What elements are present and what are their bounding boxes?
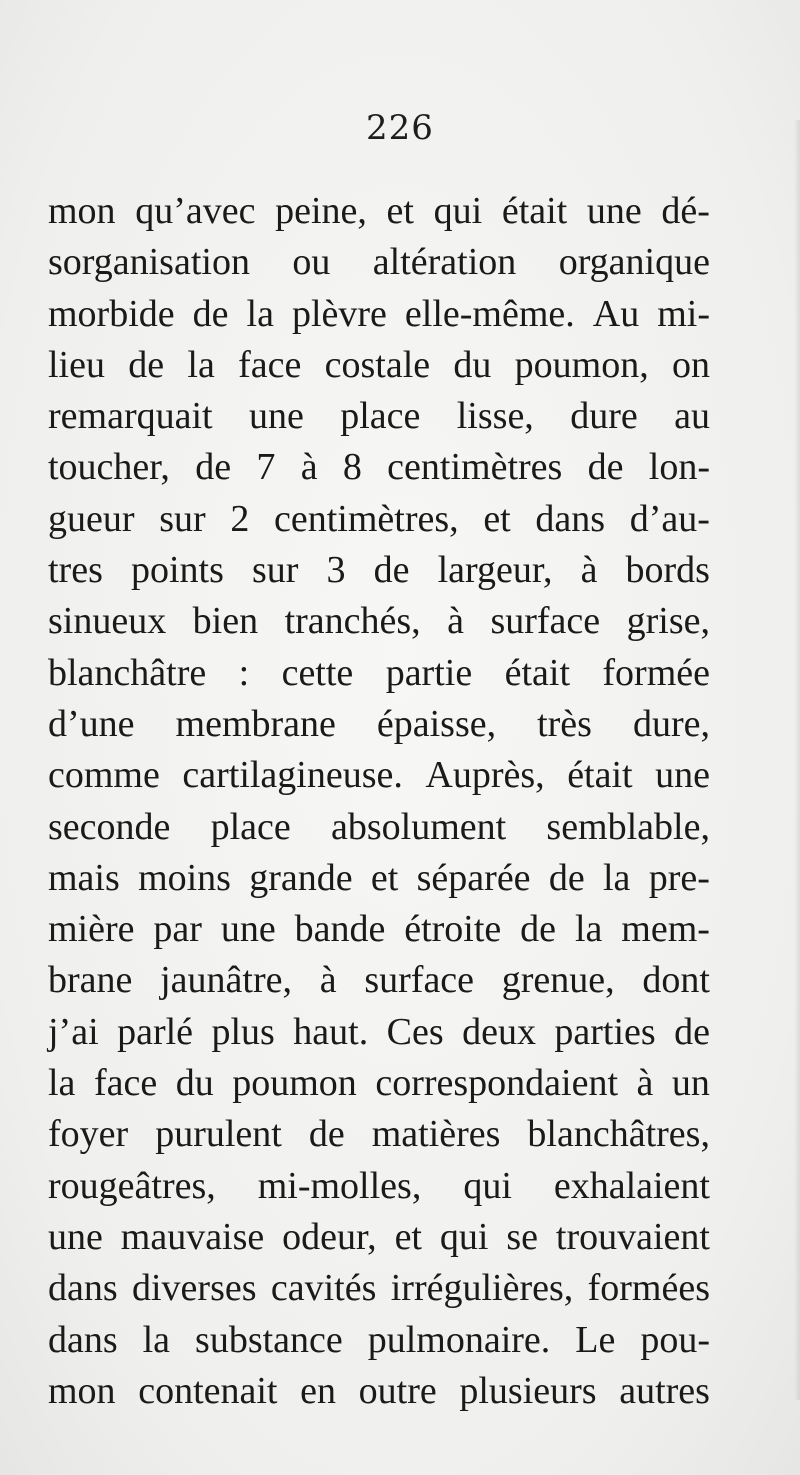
word: centimètres, <box>274 497 459 540</box>
word: par <box>153 908 202 951</box>
word: exhalaient <box>553 1164 710 1207</box>
word: cavités <box>270 1267 377 1310</box>
word: semblable, <box>546 805 710 848</box>
body-text <box>48 186 710 1417</box>
word: face <box>93 1062 158 1105</box>
word: une <box>248 395 304 438</box>
word: dé- <box>661 190 710 232</box>
word: pre- <box>648 856 710 899</box>
word: mais <box>48 856 120 899</box>
word: la <box>574 908 603 951</box>
text-line <box>48 648 710 699</box>
word: foyer <box>48 1113 129 1156</box>
word: une <box>48 1215 103 1258</box>
word: elle-même. <box>404 292 575 335</box>
word: formées <box>587 1267 710 1310</box>
word: jaunâtre, <box>160 959 292 1002</box>
word: très <box>537 702 592 745</box>
text-line <box>48 955 710 1006</box>
word: à <box>636 1062 654 1105</box>
word: étroite <box>404 908 502 951</box>
text-line <box>48 391 710 442</box>
word: d’au- <box>629 497 710 540</box>
word: mière <box>48 908 135 951</box>
word: une <box>586 190 642 232</box>
word: surface <box>490 600 601 643</box>
word: bords <box>625 549 710 592</box>
text-line <box>48 750 710 801</box>
word: de <box>192 292 229 335</box>
word: centimètres <box>387 446 563 489</box>
word: contenait <box>138 1369 278 1412</box>
word: séparée <box>416 856 531 899</box>
word: à <box>580 549 598 592</box>
word: bien <box>192 600 259 643</box>
word: dans <box>48 1267 118 1310</box>
word: face <box>238 343 302 386</box>
word: morbide <box>48 292 175 335</box>
word: 8 <box>342 446 362 489</box>
word: mem- <box>621 908 710 951</box>
word: membrane <box>175 702 336 745</box>
word: gueur <box>48 497 135 540</box>
word: deux <box>462 1010 536 1053</box>
word: organique <box>558 241 710 284</box>
word: était <box>501 190 568 232</box>
word: et <box>386 190 414 232</box>
text-line <box>48 237 710 288</box>
word: partie <box>385 651 473 694</box>
text-line <box>48 186 710 237</box>
word: pulmonaire. <box>367 1318 551 1361</box>
word: outre <box>358 1369 437 1412</box>
word: la <box>48 1062 76 1105</box>
text-line <box>48 1161 710 1212</box>
word: de <box>128 343 165 386</box>
word: place <box>210 805 291 848</box>
word: de <box>195 446 232 489</box>
word: un <box>671 1062 710 1105</box>
word: du <box>175 1062 214 1105</box>
word: brane <box>48 959 133 1002</box>
word: de <box>373 549 410 592</box>
word: purulent <box>155 1113 282 1156</box>
word: cartilagineuse. <box>182 754 403 797</box>
word: pou- <box>640 1318 710 1361</box>
text-line <box>48 442 710 493</box>
word: au <box>674 395 710 438</box>
word: tranchés, <box>284 600 421 643</box>
text-line <box>48 1007 710 1058</box>
word: Ces <box>386 1010 444 1053</box>
word: absolument <box>330 805 507 848</box>
text-line <box>48 1366 710 1417</box>
word: grenue, <box>501 959 615 1002</box>
text-line <box>48 596 710 647</box>
word: de <box>520 908 557 951</box>
word: largeur, <box>437 549 553 592</box>
word: épaisse, <box>376 702 497 745</box>
text-line <box>48 1315 710 1366</box>
word: à <box>319 959 337 1002</box>
word: on <box>672 343 710 386</box>
word: bande <box>294 908 386 951</box>
word: poumon, <box>514 343 649 386</box>
word: se <box>506 1215 538 1258</box>
page-number: 226 <box>366 108 434 148</box>
text-line <box>48 802 710 853</box>
word: poumon <box>232 1062 357 1105</box>
word: j’ai <box>48 1010 99 1053</box>
word: était <box>504 651 570 694</box>
word: trouvaient <box>555 1215 710 1258</box>
text-line <box>48 289 710 340</box>
word: autres <box>619 1369 710 1412</box>
word: dure, <box>632 702 710 745</box>
word: dans <box>535 497 606 540</box>
word: diverses <box>132 1267 257 1310</box>
word: mi- <box>657 292 710 335</box>
word: du <box>453 343 492 386</box>
word: la <box>603 856 631 899</box>
word: plus <box>211 1010 275 1053</box>
word: seconde <box>48 805 171 848</box>
word: dont <box>642 959 710 1002</box>
word: et <box>394 1215 422 1258</box>
word: Le <box>575 1318 616 1361</box>
page-edge-shadow <box>794 120 800 1400</box>
word: sorganisation <box>48 241 250 284</box>
word: remarquait <box>48 395 213 438</box>
word: était <box>567 754 633 797</box>
word: à <box>300 446 318 489</box>
word: plèvre <box>291 292 387 335</box>
text-line <box>48 1212 710 1263</box>
word: et <box>370 856 399 899</box>
word: dure <box>570 395 638 438</box>
word: sinueux <box>48 600 167 643</box>
word: mon <box>48 190 116 232</box>
word: rougeâtres, <box>48 1164 216 1207</box>
word: une <box>655 754 710 797</box>
word: blanchâtre <box>48 651 207 694</box>
text-line <box>48 1058 710 1109</box>
word: sur <box>251 549 299 592</box>
word: plusieurs <box>459 1369 597 1412</box>
word: surface <box>364 959 475 1002</box>
word: parlé <box>117 1010 194 1053</box>
word: qui <box>433 190 483 232</box>
text-line <box>48 904 710 955</box>
word: de <box>674 1010 710 1053</box>
word: mauvaise <box>120 1215 265 1258</box>
word: odeur, <box>282 1215 377 1258</box>
word: costale <box>324 343 431 386</box>
word: la <box>187 343 215 386</box>
word: toucher, <box>48 446 170 489</box>
word: d’une <box>48 702 135 745</box>
word: qu’avec <box>135 190 256 232</box>
word: cette <box>281 651 354 694</box>
word: la <box>142 1318 171 1361</box>
word: grise, <box>626 600 710 643</box>
word: de <box>548 856 585 899</box>
word: lieu <box>48 343 105 386</box>
word: mon <box>48 1369 116 1412</box>
word: Au <box>592 292 640 335</box>
word: : <box>238 651 250 694</box>
word: parties <box>554 1010 656 1053</box>
word: comme <box>48 754 160 797</box>
word: ou <box>292 241 331 284</box>
word: substance <box>195 1318 343 1361</box>
word: lon- <box>648 446 710 489</box>
word: irrégulières, <box>390 1267 574 1310</box>
word: points <box>130 549 224 592</box>
word: mi-molles, <box>257 1164 422 1207</box>
word: de <box>308 1113 345 1156</box>
word: Auprès, <box>425 754 545 797</box>
text-line <box>48 699 710 750</box>
word: grande <box>249 856 353 899</box>
text-line <box>48 494 710 545</box>
word: blanchâtres, <box>527 1113 710 1156</box>
word: la <box>246 292 274 335</box>
word: sur <box>159 497 206 540</box>
word: qui <box>463 1164 512 1207</box>
word: moins <box>138 856 231 899</box>
word: 2 <box>230 497 250 540</box>
word: qui <box>439 1215 489 1258</box>
word: peine, <box>275 190 367 232</box>
text-line <box>48 853 710 904</box>
text-line <box>48 1263 710 1314</box>
word: à <box>447 600 464 643</box>
word: 7 <box>256 446 276 489</box>
word: dans <box>48 1318 118 1361</box>
word: de <box>587 446 624 489</box>
word: place <box>340 395 421 438</box>
word: tres <box>48 549 103 592</box>
text-line <box>48 340 710 391</box>
word: et <box>483 497 511 540</box>
word: en <box>300 1369 336 1412</box>
word: correspondaient <box>375 1062 619 1105</box>
word: formée <box>602 651 710 694</box>
word: lisse, <box>456 395 534 438</box>
word: matières <box>371 1113 501 1156</box>
text-line <box>48 545 710 596</box>
word: une <box>220 908 276 951</box>
word: haut. <box>293 1010 369 1053</box>
word: 3 <box>326 549 346 592</box>
text-line <box>48 1109 710 1160</box>
word: altération <box>372 241 517 284</box>
